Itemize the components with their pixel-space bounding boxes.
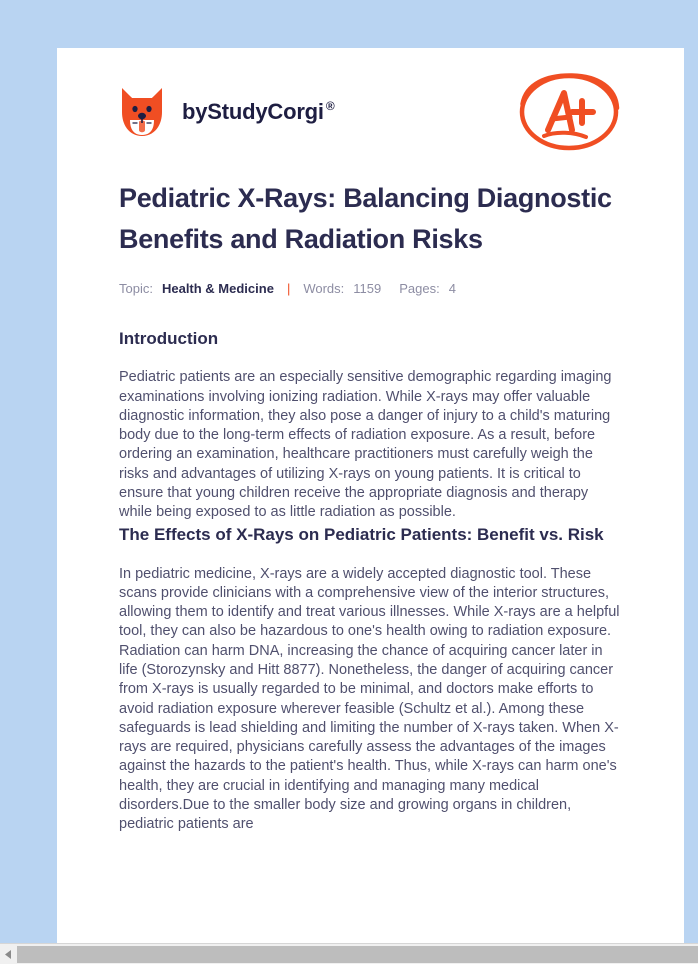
meta-topic-value[interactable]: Health & Medicine bbox=[161, 281, 274, 297]
brand-name: StudyCorgi bbox=[207, 99, 324, 124]
brand-wordmark bbox=[182, 99, 335, 125]
page-title: Pediatric X-Rays: Balancing Diagnostic Benefits and Radiation Risks bbox=[119, 183, 612, 255]
brand-prefix: by bbox=[182, 99, 208, 124]
meta-separator: | bbox=[286, 281, 291, 297]
scroll-left-button[interactable] bbox=[0, 944, 17, 964]
corgi-face-icon bbox=[119, 86, 165, 138]
document-header bbox=[119, 48, 622, 153]
brand-logo-group[interactable] bbox=[119, 86, 335, 138]
section-paragraph-effects: In pediatric medicine, X-rays are a widely accepted diagnostic tool. These scans provide clinicians with a comprehensive view of the interior structures, allowing them to identify and treat various illnesses. While X-rays are a helpful tool, they can also be hazardous to one's health owing to radiation exposure. Radiation can harm DNA, increasing the chance of acquiring cancer later in life (Storozynsky and Hitt 8877). Nonetheless, the danger of acquiring cancer from X-rays is usually regarded to be minimal, and doctors make efforts to avoid radiation exposure wherever feasible (Schultz et al.). Among these safeguards is lead shielding and limiting the number of X-rays taken. When X-rays are required, physicians carefully assess the advantages of the images against the hazards to the patient's health. Thus, while X-rays can harm one's health, they are crucial in identifying and managing many medical disorders.Due to the smaller body size and growing organs in children, pediatric patients are bbox=[119, 565, 620, 833]
document-content bbox=[57, 48, 684, 835]
section-heading-effects: The Effects of X-Rays on Pediatric Patients: Benefit vs. Risk bbox=[119, 525, 604, 545]
horizontal-scrollbar[interactable] bbox=[0, 943, 698, 964]
document-meta bbox=[119, 281, 622, 296]
meta-pages-label: Pages: bbox=[399, 281, 440, 297]
meta-words-value: 1159 bbox=[353, 281, 382, 297]
section-heading-introduction: Introduction bbox=[119, 329, 219, 349]
document-page bbox=[57, 48, 684, 943]
scrollbar-thumb[interactable] bbox=[17, 946, 698, 963]
meta-topic-label: Topic: bbox=[119, 281, 153, 297]
scrollbar-track[interactable] bbox=[17, 944, 698, 964]
section-paragraph-introduction: Pediatric patients are an especially sensitive demographic regarding imaging examinations involving ionizing radiation. While X-rays may offer valuable diagnostic information, they also pose a danger of injury to a child's maturing body due to the long-term effects of radiation exposure. As a result, before ordering an examination, healthcare practitioners must carefully weigh the risks and advantages of utilizing X-rays on young patients. It is critical to ensure that young children receive the appropriate diagnosis and therapy while being exposed to as little radiation as possible. bbox=[119, 369, 612, 521]
a-plus-circled-icon bbox=[516, 70, 622, 154]
chevron-left-icon bbox=[5, 950, 12, 959]
registered-mark: ® bbox=[325, 99, 335, 113]
meta-pages-value: 4 bbox=[448, 281, 456, 297]
meta-words-label: Words: bbox=[303, 281, 345, 297]
